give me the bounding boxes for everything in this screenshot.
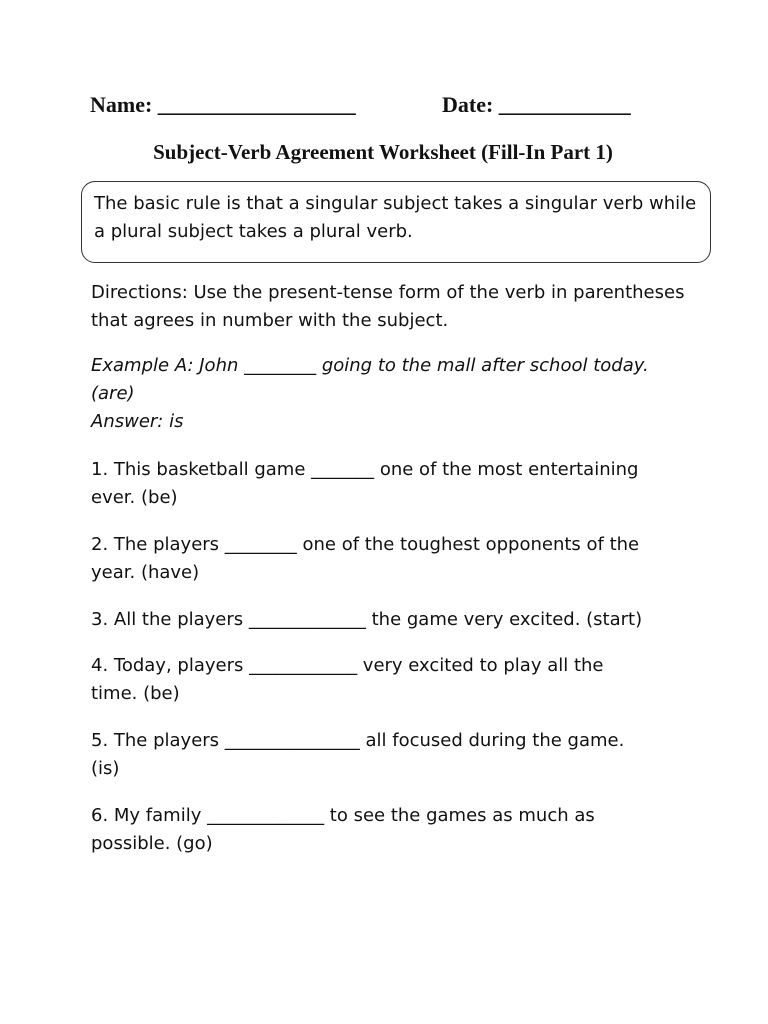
example-answer: Answer: is bbox=[91, 411, 184, 432]
question-6-line-2: possible. (go) bbox=[91, 833, 213, 854]
rule-text: The basic rule is that a singular subject takes a singular verb while a plural subject takes a plural verb. bbox=[94, 193, 697, 242]
question-6 bbox=[91, 802, 691, 858]
worksheet-title-text: Subject-Verb Agreement Worksheet (Fill-In Part 1) bbox=[153, 140, 613, 164]
directions-text: Directions: Use the present-tense form of the verb in parentheses that agrees in number with the subject. bbox=[91, 282, 685, 331]
rule-box bbox=[81, 181, 711, 263]
question-1 bbox=[91, 456, 691, 512]
question-2-line-2: year. (have) bbox=[91, 562, 200, 583]
directions bbox=[91, 279, 691, 335]
question-3 bbox=[91, 606, 691, 634]
question-6-line-1: 6. My family _____________ to see the games as much as bbox=[91, 805, 595, 826]
example-line-2: (are) bbox=[91, 383, 135, 404]
worksheet-title bbox=[0, 137, 768, 167]
date-field: Date: ____________ bbox=[442, 92, 631, 117]
question-5-line-1: 5. The players _______________ all focused during the game. bbox=[91, 730, 625, 751]
question-4-line-2: time. (be) bbox=[91, 683, 180, 704]
question-4-line-1: 4. Today, players ____________ very excited to play all the bbox=[91, 655, 604, 676]
question-1-line-2: ever. (be) bbox=[91, 487, 178, 508]
question-1-line-1: 1. This basketball game _______ one of the most entertaining bbox=[91, 459, 639, 480]
example-line-1: Example A: John ________ going to the mall after school today. bbox=[91, 355, 649, 376]
name-field: Name: __________________ bbox=[90, 92, 356, 117]
question-5-line-2: (is) bbox=[91, 758, 120, 779]
example-block bbox=[91, 352, 691, 436]
question-5 bbox=[91, 727, 691, 783]
question-2 bbox=[91, 531, 691, 587]
question-3-line-1: 3. All the players _____________ the game very excited. (start) bbox=[91, 609, 643, 630]
question-2-line-1: 2. The players ________ one of the toughest opponents of the bbox=[91, 534, 640, 555]
question-4 bbox=[91, 652, 691, 708]
